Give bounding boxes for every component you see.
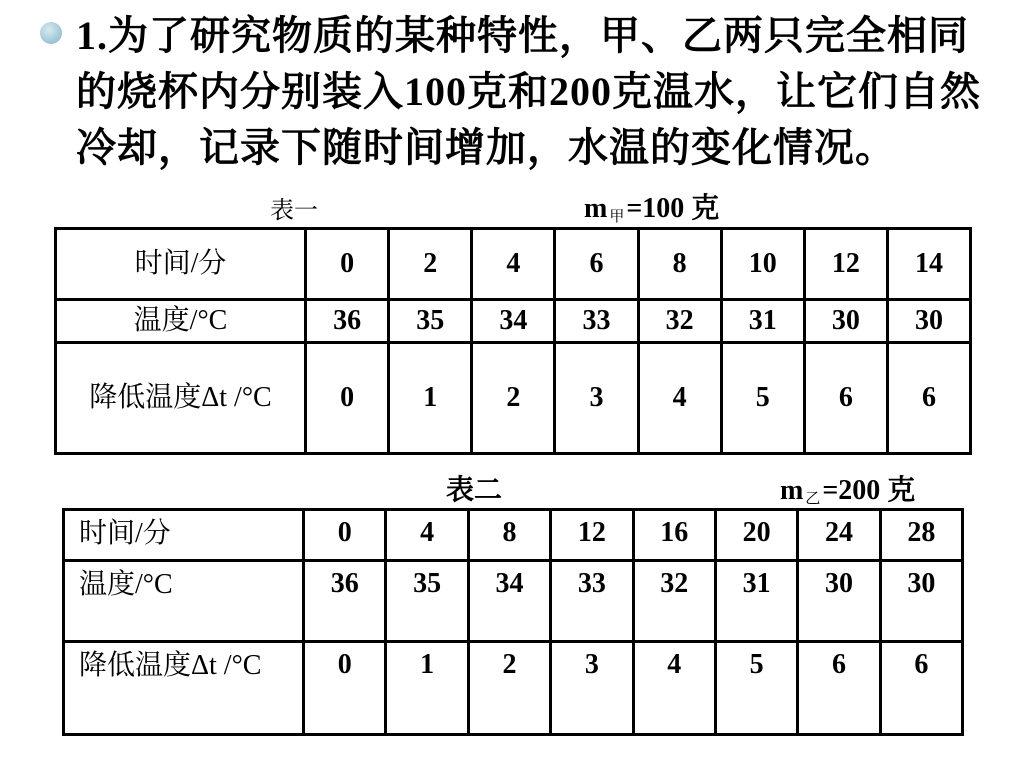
table-cell: 1 xyxy=(389,343,472,454)
row-header: 时间/分 xyxy=(64,510,304,561)
table2-label: 表二 xyxy=(446,475,503,506)
table-cell: 35 xyxy=(389,300,472,343)
table-cell: 36 xyxy=(306,300,389,343)
table-cell: 33 xyxy=(551,561,633,642)
table-cell: 28 xyxy=(880,510,962,561)
table-cell: 5 xyxy=(715,642,797,735)
row-header: 时间/分 xyxy=(56,229,306,300)
table-cell: 0 xyxy=(306,343,389,454)
table2-mass-value: =200 克 xyxy=(822,475,916,506)
table1-mass-value: =100 克 xyxy=(626,193,720,224)
table-cell: 16 xyxy=(633,510,715,561)
table-cell: 30 xyxy=(880,561,962,642)
table-cell: 6 xyxy=(798,642,880,735)
row-header: 温度/°C xyxy=(56,300,306,343)
table2 xyxy=(62,508,964,736)
table-row xyxy=(64,561,963,642)
table-cell: 10 xyxy=(721,229,804,300)
table-cell: 0 xyxy=(306,229,389,300)
table-cell: 0 xyxy=(304,642,386,735)
table2-mass-subscript: 乙 xyxy=(805,491,821,507)
table2-mass-symbol: m xyxy=(780,475,804,506)
table-cell: 0 xyxy=(304,510,386,561)
table-cell: 5 xyxy=(721,343,804,454)
table-cell: 20 xyxy=(715,510,797,561)
table-row xyxy=(56,343,971,454)
table-cell: 14 xyxy=(887,229,970,300)
table-cell: 24 xyxy=(798,510,880,561)
table-row xyxy=(56,229,971,300)
table-cell: 35 xyxy=(386,561,468,642)
table-cell: 31 xyxy=(721,300,804,343)
row-header: 降低温度Δt /°C xyxy=(56,343,306,454)
table-cell: 3 xyxy=(555,343,638,454)
table-cell: 8 xyxy=(638,229,721,300)
bullet-icon xyxy=(40,22,62,44)
table-cell: 36 xyxy=(304,561,386,642)
table-cell: 2 xyxy=(389,229,472,300)
table-cell: 4 xyxy=(638,343,721,454)
table-cell: 32 xyxy=(638,300,721,343)
problem-text: 1.为了研究物质的某种特性，甲、乙两只完全相同的烧杯内分别装入100克和200克温水，让它们自然冷却，记录下随时间增加，水温的变化情况。 xyxy=(76,13,981,170)
table-row xyxy=(56,300,971,343)
table-cell: 32 xyxy=(633,561,715,642)
table-cell: 4 xyxy=(386,510,468,561)
table-cell: 3 xyxy=(551,642,633,735)
table-cell: 8 xyxy=(468,510,550,561)
table-cell: 30 xyxy=(887,300,970,343)
table-cell: 2 xyxy=(472,343,555,454)
table-cell: 30 xyxy=(804,300,887,343)
table-cell: 6 xyxy=(555,229,638,300)
table-cell: 1 xyxy=(386,642,468,735)
table2-mass xyxy=(780,468,915,508)
row-header: 降低温度Δt /°C xyxy=(64,642,304,735)
table1-mass xyxy=(584,186,719,226)
table-cell: 33 xyxy=(555,300,638,343)
table1-mass-symbol: m xyxy=(584,193,608,224)
table-cell: 12 xyxy=(551,510,633,561)
table1 xyxy=(54,227,972,455)
table-cell: 4 xyxy=(633,642,715,735)
table-cell: 31 xyxy=(715,561,797,642)
table-cell: 34 xyxy=(468,561,550,642)
table-cell: 6 xyxy=(804,343,887,454)
table1-label: 表一 xyxy=(270,198,318,224)
table-cell: 34 xyxy=(472,300,555,343)
table-cell: 4 xyxy=(472,229,555,300)
table-row xyxy=(64,642,963,735)
row-header: 温度/°C xyxy=(64,561,304,642)
table-cell: 2 xyxy=(468,642,550,735)
table-cell: 6 xyxy=(887,343,970,454)
table-cell: 12 xyxy=(804,229,887,300)
table1-mass-subscript: 甲 xyxy=(609,209,625,225)
table-row xyxy=(64,510,963,561)
table-cell: 6 xyxy=(880,642,962,735)
table-cell: 30 xyxy=(798,561,880,642)
